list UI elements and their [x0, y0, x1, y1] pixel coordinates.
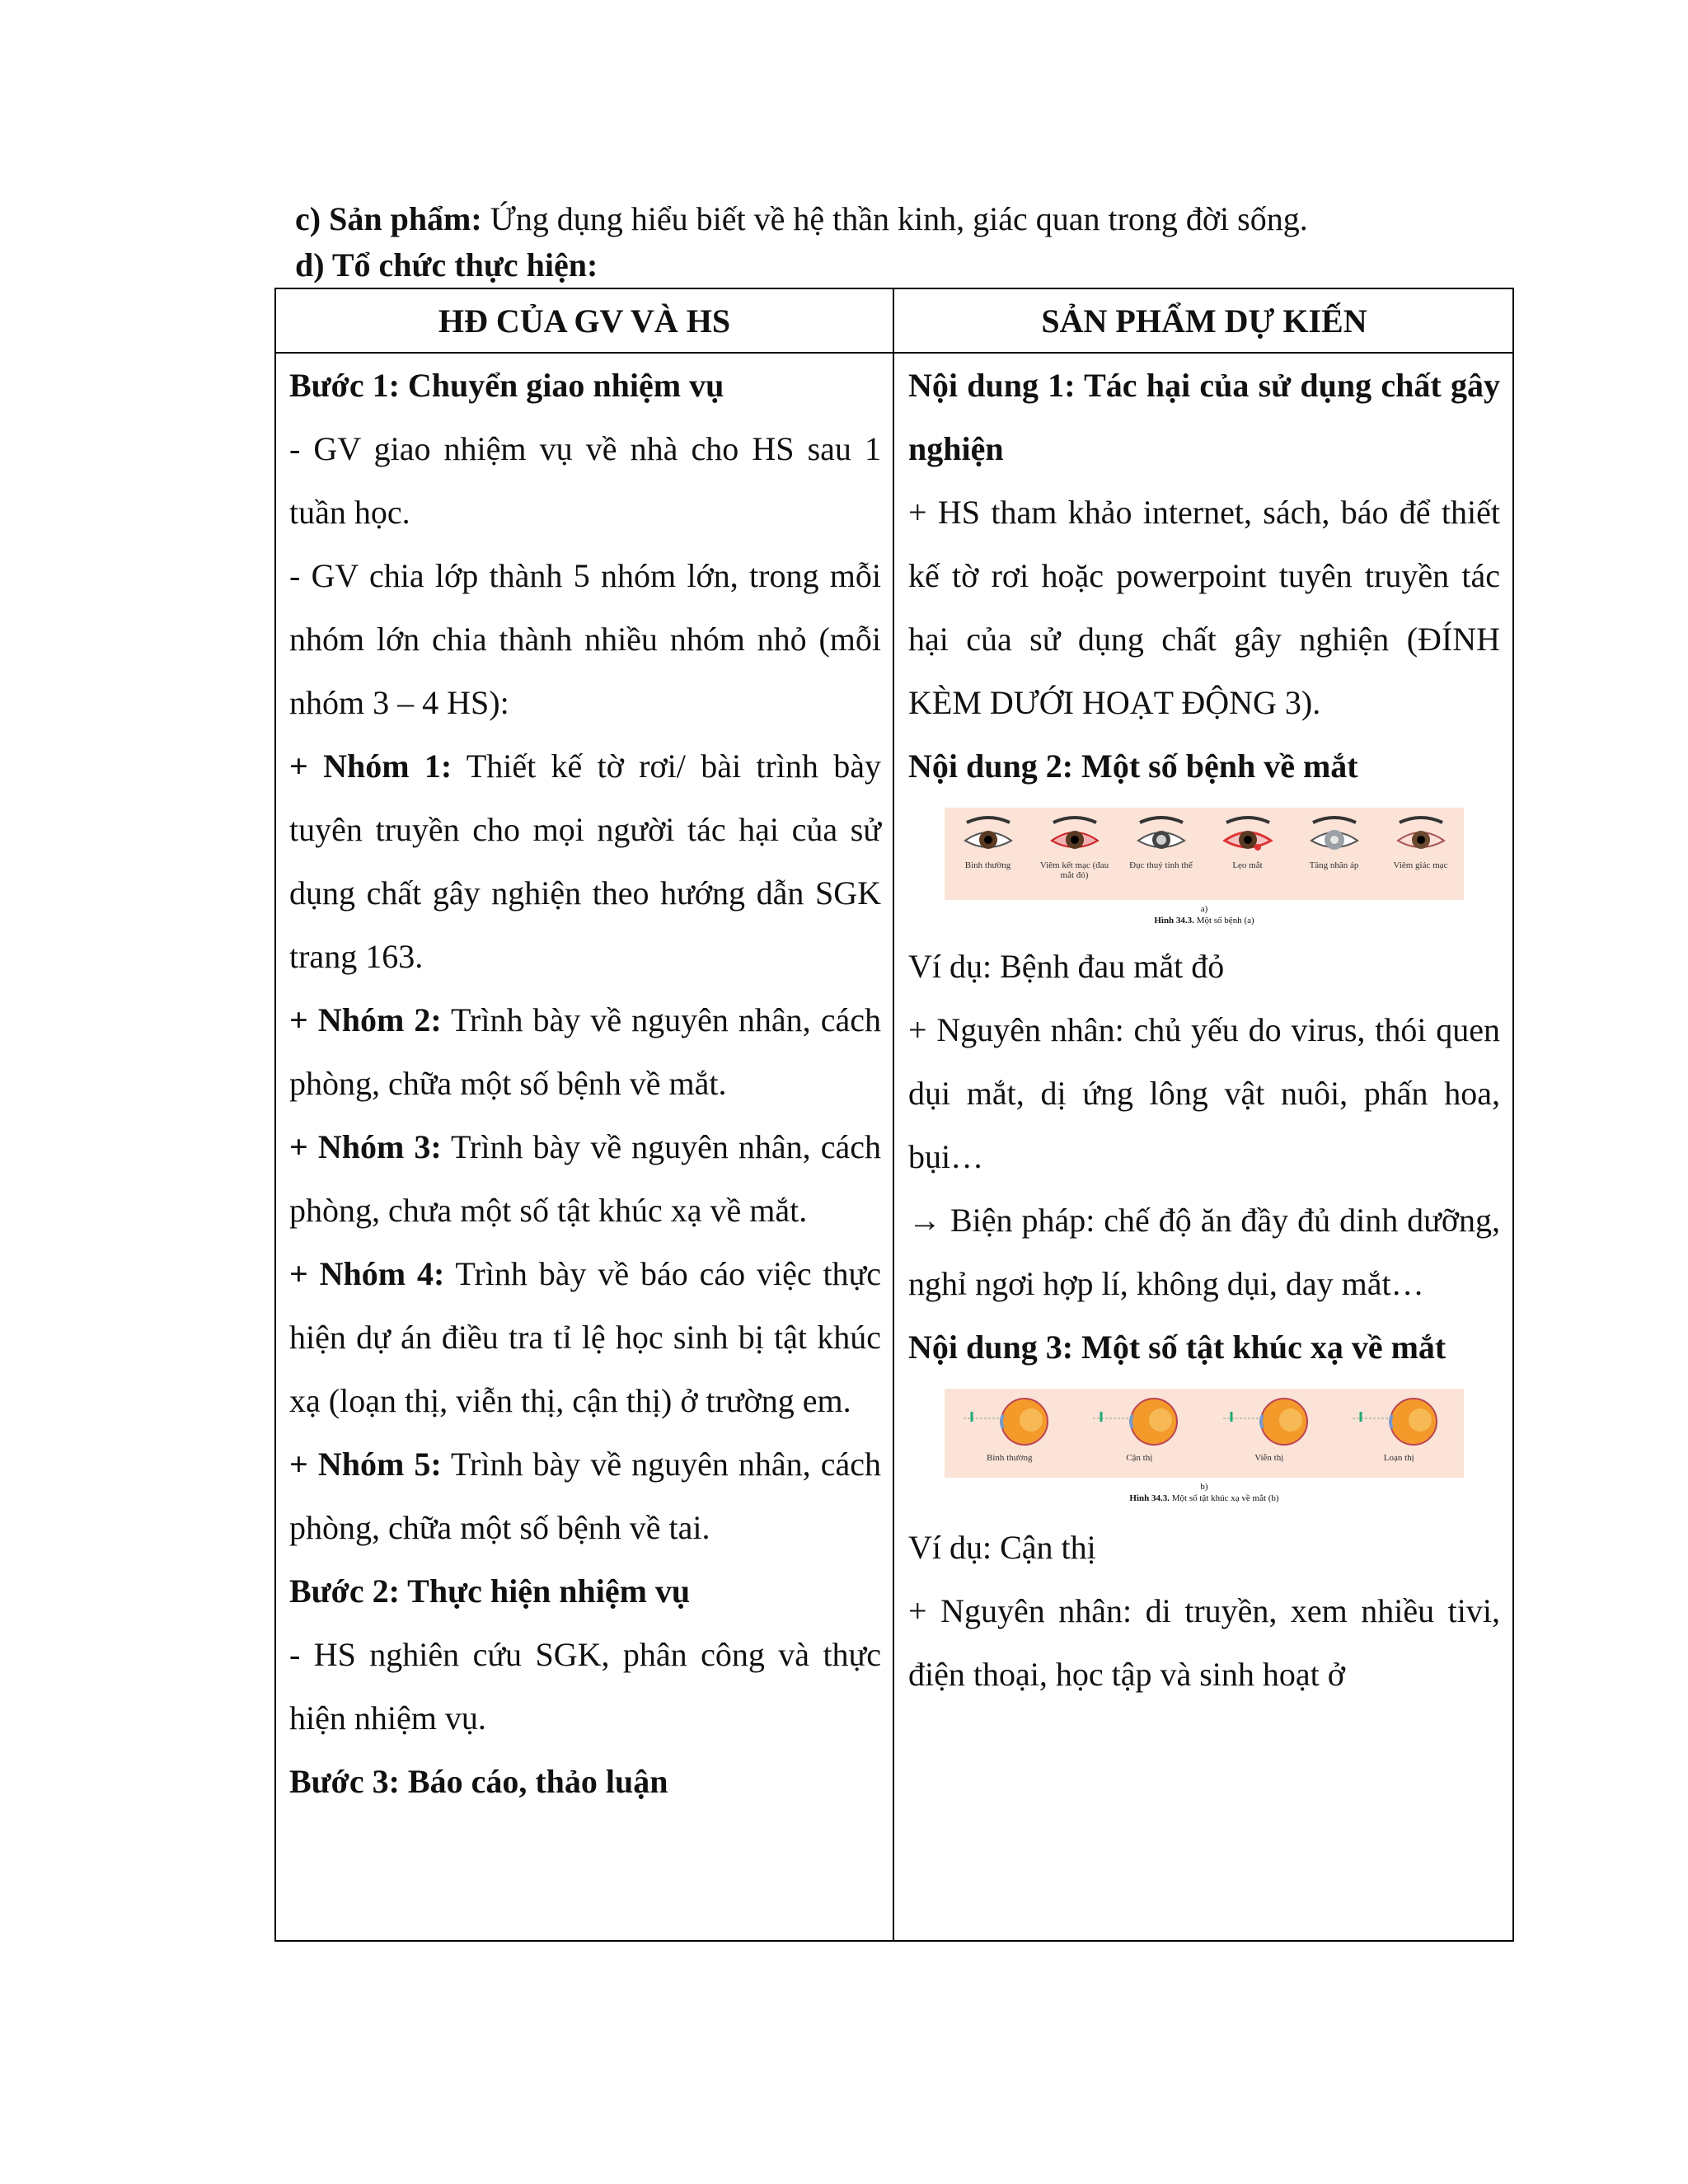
example2-cause: + Nguyên nhân: di truyền, xem nhiều tivi, điện thoại, học tập và sinh hoạt ở: [908, 1592, 1500, 1693]
red-eye-icon: [1048, 814, 1101, 859]
figure-b-caption-bold: Hình 34.3.: [1129, 1493, 1170, 1503]
eyeball-normal: [952, 1394, 1067, 1463]
group2-item: [289, 988, 881, 1115]
column-divider: [893, 289, 894, 1940]
figure-b-caption-text: Một số tật khúc xạ về mắt (b): [1170, 1493, 1279, 1503]
hyperopia-eyeball-icon: [1220, 1394, 1319, 1451]
group1-text: Thiết kế tờ rơi/ bài trình bày tuyên truyền cho mọi người tác hại của sử dụng chất gây nghiện theo hướng dẫn SGK trang 163.: [289, 748, 881, 975]
figure-a-caption: [945, 915, 1464, 926]
figure-b-caption: [945, 1493, 1464, 1504]
content2-title: Nội dung 2: Một số bệnh về mắt: [908, 748, 1358, 785]
eye-label-3: Đục thuỷ tinh thể: [1129, 860, 1193, 870]
right-column: [908, 354, 1500, 1706]
section-d-label: d) Tổ chức thực hiện:: [295, 246, 598, 284]
eyeball-hyperopia: [1212, 1394, 1327, 1463]
group5-item: [289, 1432, 881, 1559]
refraction-label-1: Bình thường: [987, 1453, 1033, 1463]
activity-table: [274, 288, 1514, 1942]
content1-title: Nội dung 1: Tác hại của sử dụng chất gây nghiện: [908, 367, 1500, 467]
example1-measure: → Biện pháp: chế độ ăn đầy đủ dinh dưỡng, nghỉ ngơi hợp lí, không dụi, day mắt…: [908, 1202, 1500, 1302]
eye-label-4: Lẹo mắt: [1232, 860, 1263, 870]
content1-text: + HS tham khảo internet, sách, báo để thiết kế tờ rơi hoặc powerpoint tuyên truyền tác hại của sử dụng chất gây nghiện (ĐÍNH KÈM DƯỚI HOẠT ĐỘNG 3).: [908, 494, 1500, 721]
figure-b-letter: b): [1200, 1482, 1208, 1492]
section-d-heading: [295, 242, 598, 288]
eye-keratitis: [1380, 814, 1462, 870]
figure-a-letter: a): [1200, 904, 1208, 914]
group3-label: + Nhóm 3:: [289, 1128, 442, 1165]
left-column: [289, 354, 881, 1813]
cataract-eye-icon: [1135, 814, 1188, 859]
astigmatism-eyeball-icon: [1349, 1394, 1448, 1451]
eye-normal: [947, 814, 1029, 870]
normal-eyeball-icon: [960, 1394, 1059, 1451]
group4-text: Trình bày về báo cáo việc thực hiện dự án điều tra tỉ lệ học sinh bị tật khúc xạ (loạn thị, viễn thị, cận thị) ở trường em.: [289, 1255, 881, 1419]
group5-text: Trình bày về nguyên nhân, cách phòng, chữa một số bệnh về tai.: [289, 1446, 881, 1546]
group2-label: + Nhóm 2:: [289, 1001, 442, 1038]
header-teacher-student-activities: HĐ CỦA GV VÀ HS: [438, 302, 731, 340]
group5-label: + Nhóm 5:: [289, 1446, 442, 1483]
figure-a-caption-bold: Hình 34.3.: [1154, 916, 1194, 926]
example2: Ví dụ: Cận thị: [908, 1529, 1096, 1566]
eye-label-2: Viêm kết mạc (đau mắt đỏ): [1039, 860, 1109, 880]
eye-label-5: Tăng nhãn áp: [1309, 860, 1359, 870]
eye-conjunctivitis: [1034, 814, 1116, 880]
glaucoma-eye-icon: [1308, 814, 1361, 859]
group3-item: [289, 1115, 881, 1242]
step1-title: Bước 1: Chuyển giao nhiệm vụ: [289, 367, 724, 404]
group4-label: + Nhóm 4:: [289, 1255, 445, 1292]
eye-label-6: Viêm giác mạc: [1393, 860, 1448, 870]
figure-a-caption-text: Một số bệnh (a): [1193, 916, 1254, 926]
keratitis-eye-icon: [1395, 814, 1447, 859]
group2-text: Trình bày về nguyên nhân, cách phòng, chữa một số bệnh về mắt.: [289, 1001, 881, 1102]
eye-diseases-figure: [945, 808, 1464, 935]
group1-label: + Nhóm 1:: [289, 748, 452, 785]
refractive-errors-figure: [945, 1389, 1464, 1516]
eye-label-1: Bình thường: [964, 860, 1011, 870]
header-expected-products: SẢN PHẨM DỰ KIẾN: [1041, 302, 1367, 340]
refraction-label-3: Viễn thị: [1254, 1453, 1284, 1463]
group1-item: [289, 734, 881, 988]
step1-group-text: - GV chia lớp thành 5 nhóm lớn, trong mỗi nhóm lớn chia thành nhiều nhóm nhỏ (mỗi nhóm 3 – 4 HS):: [289, 557, 881, 721]
step1-assign-text: - GV giao nhiệm vụ về nhà cho HS sau 1 tuần học.: [289, 430, 881, 531]
myopia-eyeball-icon: [1090, 1394, 1189, 1451]
content3-title: Nội dung 3: Một số tật khúc xạ về mắt: [908, 1329, 1447, 1366]
stye-eye-icon: [1221, 814, 1274, 859]
step3-title: Bước 3: Báo cáo, thảo luận: [289, 1763, 668, 1800]
eye-glaucoma: [1293, 814, 1376, 870]
normal-eye-icon: [962, 814, 1015, 859]
example1-cause: + Nguyên nhân: chủ yếu do virus, thói quen dụi mắt, dị ứng lông vật nuôi, phấn hoa, bụi…: [908, 1011, 1500, 1175]
eye-stye: [1207, 814, 1289, 870]
refraction-label-2: Cận thị: [1126, 1453, 1153, 1463]
example1: Ví dụ: Bệnh đau mắt đỏ: [908, 948, 1225, 985]
refractive-errors-panel: [945, 1389, 1464, 1478]
step2-title: Bước 2: Thực hiện nhiệm vụ: [289, 1572, 691, 1610]
eyeball-astigmatism: [1341, 1394, 1456, 1463]
eye-cataract: [1120, 814, 1203, 870]
refraction-label-4: Loạn thị: [1383, 1453, 1414, 1463]
eyeball-myopia: [1081, 1394, 1197, 1463]
section-c-text: Ứng dụng hiểu biết về hệ thần kinh, giác quan trong đời sống.: [481, 200, 1308, 237]
section-c-heading: [295, 196, 1308, 242]
eye-diseases-panel: [945, 808, 1464, 900]
step2-text: - HS nghiên cứu SGK, phân công và thực hiện nhiệm vụ.: [289, 1636, 881, 1736]
group4-item: [289, 1242, 881, 1432]
section-c-label: c) Sản phẩm:: [295, 200, 482, 237]
group3-text: Trình bày về nguyên nhân, cách phòng, chưa một số tật khúc xạ về mắt.: [289, 1128, 881, 1229]
